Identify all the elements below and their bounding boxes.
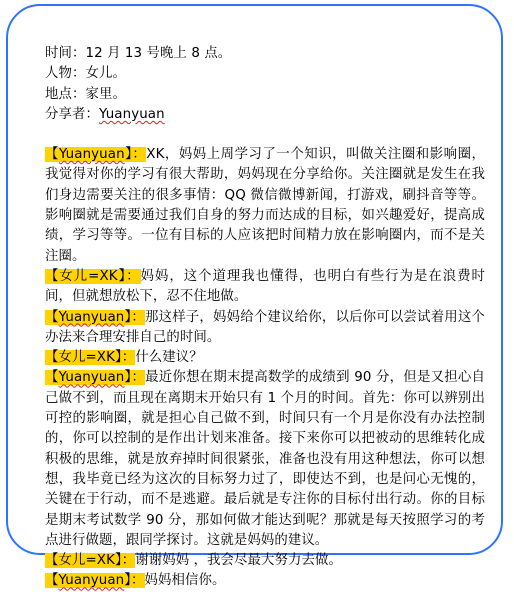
- speaker-name: Yuanyuan: [58, 370, 125, 386]
- document-body: [45, 44, 485, 592]
- meta-sharer-label: 分享者：: [45, 106, 99, 122]
- meta-sharer-name: Yuanyuan: [98, 106, 165, 122]
- dialogue-line: [45, 368, 485, 551]
- dialogue-text: 谢谢妈妈 ，我会尽最大努力去做。: [135, 553, 342, 569]
- dialogue-text: 那这样子，妈妈给个建议给你，以后你可以尝试着用这个办法来合理安排自己的时间。: [45, 309, 486, 345]
- dialogue-text: 最近你想在期末提高数学的成绩到 90 分，但是又担心自己做不到，而且现在离期末开始只有 1 个月的时间。首先：你可以辨别出可控的影响圈，就是担心自己做不到，时间只有一个月是你没有办法控制的，你可以控制的是作出计划来准备。接下来你可以把被动的思维转化成积极的思维，就是放弃掉时间很紧张，准备也没有用这种想法，你可以想想，我毕竟已经为这次的目标努力过了，即使达不到，也是问心无愧的，关键在于行动，而不是逃避。最后就是专注你的目标付出行动。你的目标是期末考试数学 90 分，那如何做才能达到呢？那就是每天按照学习的考点进行做题，跟同学探讨。这就是妈妈的建议。: [45, 370, 486, 548]
- speaker-tag: [45, 147, 146, 162]
- speaker-close-bracket: 】：: [124, 370, 146, 386]
- dialogue-line: [45, 308, 485, 349]
- speaker-open-bracket: 【: [45, 268, 60, 284]
- speaker-open-bracket: 【: [45, 573, 59, 589]
- speaker-name: Yuanyuan: [58, 573, 125, 589]
- speaker-close-bracket: 】：: [124, 573, 145, 589]
- speaker-name: 女儿=XK: [58, 350, 115, 366]
- speaker-close-bracket: 】：: [117, 268, 141, 284]
- dialogue-text: 妈妈相信你。: [144, 573, 226, 589]
- meta-place: 地点：家里。: [45, 86, 126, 102]
- speaker-tag: [45, 269, 141, 284]
- meta-sharer: [45, 105, 485, 125]
- speaker-close-bracket: 】：: [114, 553, 136, 569]
- meta-time: 时间：12 月 13 号晚上 8 点。: [45, 46, 232, 61]
- dialogue-text: 什么建议？: [135, 350, 203, 366]
- speaker-close-bracket: 】：: [114, 350, 136, 366]
- dialogue-text: XK，妈妈上周学习了一个知识，叫做关注圈和影响圈，我觉得对你的学习有很大帮助，妈妈现在分享给你。关注圈就是发生在我们身边需要关注的很多事情：QQ 微信微博新闻，打游戏，刷抖音等等。影响圈就是需要通过我们自身的努力而达成的目标，如兴趣爱好，提高成绩，学习等等。一位有目标的人应该把时间精力放在影响圈内，而不是关注圈。: [45, 147, 485, 264]
- speaker-tag: [45, 573, 145, 588]
- dialogue-line: [45, 551, 485, 571]
- dialogue-line: [45, 348, 485, 368]
- dialogue-line: [45, 145, 485, 267]
- speaker-open-bracket: 【: [45, 147, 59, 163]
- speaker-close-bracket: 】：: [124, 309, 145, 325]
- speaker-name: 女儿=XK: [58, 553, 115, 569]
- meta-people: 人物：女儿。: [45, 66, 126, 82]
- speaker-name: Yuanyuan: [58, 147, 125, 163]
- speaker-open-bracket: 【: [45, 370, 59, 386]
- document-frame: [6, 4, 503, 589]
- speaker-tag: [45, 370, 145, 385]
- dialogue-line: [45, 571, 485, 591]
- speaker-open-bracket: 【: [45, 350, 59, 366]
- dialogue-line: [45, 267, 485, 308]
- speaker-open-bracket: 【: [45, 553, 59, 569]
- speaker-tag: [45, 350, 135, 365]
- speaker-tag: [45, 310, 145, 325]
- blank-line: [45, 125, 485, 145]
- speaker-name: Yuanyuan: [58, 309, 125, 325]
- speaker-tag: [45, 553, 135, 568]
- dialogue-text: 妈妈，这个道理我也懂得，也明白有些行为是在浪费时间，但就想放松下，忍不住地做。: [45, 268, 485, 305]
- speaker-name: 女儿=XK: [59, 268, 118, 284]
- speaker-close-bracket: 】：: [124, 147, 147, 163]
- speaker-open-bracket: 【: [45, 309, 59, 325]
